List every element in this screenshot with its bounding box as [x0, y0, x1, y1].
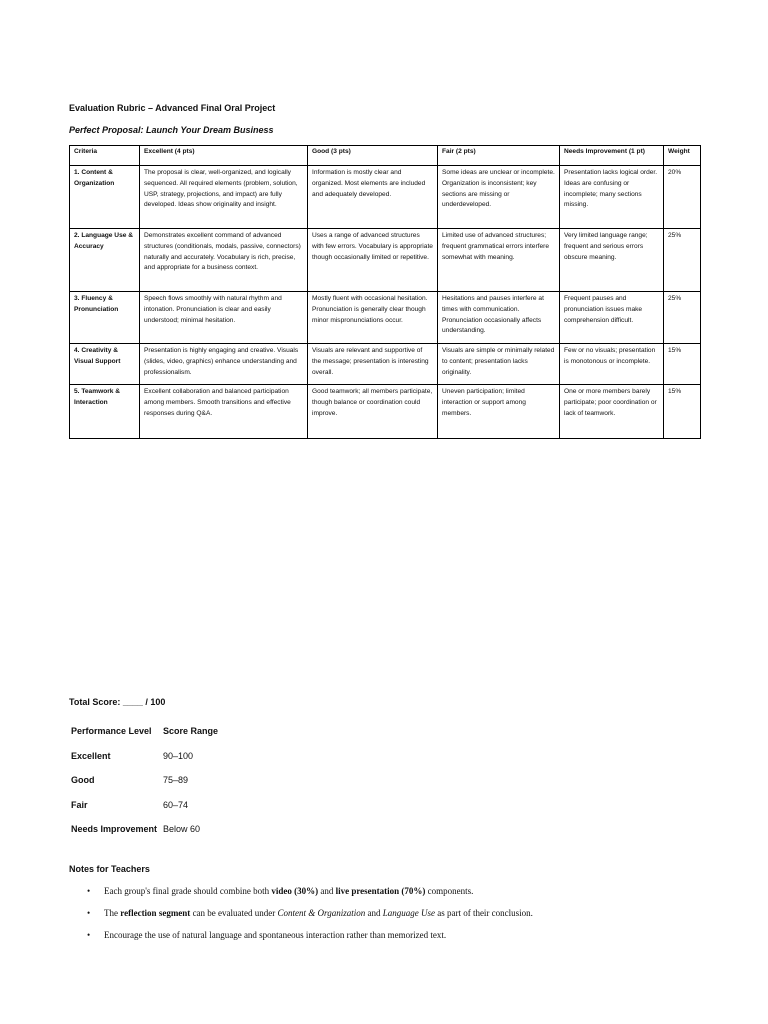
bullet-icon: •	[87, 930, 91, 940]
good-cell: Information is mostly clear and organized. Most elements are included and adequately developed.	[308, 166, 438, 229]
excellent-cell: Excellent collaboration and balanced participation among members. Smooth transitions and effective responses during Q&A.	[140, 385, 308, 439]
performance-row-needs-improvement	[69, 817, 220, 842]
criteria-cell: 3. Fluency & Pronunciation	[70, 292, 140, 344]
criteria-cell: 2. Language Use & Accuracy	[70, 229, 140, 292]
good-cell: Visuals are relevant and supportive of the message; presentation is interesting overall.	[308, 344, 438, 385]
needs-improvement-cell: Presentation lacks logical order. Ideas are confusing or incomplete; many sections missing.	[560, 166, 664, 229]
rubric-row-content-organization	[70, 166, 701, 229]
good-cell: Good teamwork; all members participate, though balance or coordination could improve.	[308, 385, 438, 439]
performance-level: Fair	[71, 799, 88, 810]
note-text: and	[365, 908, 383, 918]
header-needs-improvement: Needs Improvement (1 pt)	[560, 146, 664, 166]
performance-level-table	[69, 719, 220, 842]
criteria-cell: 1. Content & Organization	[70, 166, 140, 229]
header-fair: Fair (2 pts)	[438, 146, 560, 166]
header-weight: Weight	[664, 146, 701, 166]
rubric-header-row	[70, 146, 701, 166]
fair-cell: Hesitations and pauses interfere at times with communication. Pronunciation occasionally affects understanding.	[438, 292, 560, 344]
performance-level: Good	[71, 775, 95, 786]
note-emphasis: reflection segment	[120, 908, 191, 918]
teacher-notes-list	[87, 880, 707, 946]
needs-improvement-cell: Frequent pauses and pronunciation issues make comprehension difficult.	[560, 292, 664, 344]
note-emphasis: live presentation (70%)	[335, 886, 426, 896]
note-text: Encourage the use of natural language and spontaneous interaction rather than memorized text.	[104, 930, 447, 940]
note-item	[87, 880, 707, 902]
weight-cell: 25%	[664, 229, 701, 292]
note-item	[87, 924, 707, 946]
document-title: Evaluation Rubric – Advanced Final Oral Project	[69, 103, 276, 113]
weight-cell: 15%	[664, 385, 701, 439]
excellent-cell: Presentation is highly engaging and creative. Visuals (slides, video, graphics) enhance understanding and professionalism.	[140, 344, 308, 385]
note-text: components.	[425, 886, 474, 896]
note-item	[87, 902, 707, 924]
weight-cell: 15%	[664, 344, 701, 385]
good-cell: Uses a range of advanced structures with few errors. Vocabulary is appropriate though occasionally limited or repetitive.	[308, 229, 438, 292]
score-range: Below 60	[163, 824, 201, 835]
total-score-line: Total Score: ____ / 100	[69, 697, 166, 707]
rubric-row-fluency-pronunciation	[70, 292, 701, 344]
note-italic: Content & Organization	[277, 908, 366, 918]
note-text: can be evaluated under	[190, 908, 278, 918]
needs-improvement-cell: Very limited language range; frequent and serious errors obscure meaning.	[560, 229, 664, 292]
header-performance-level: Performance Level	[71, 726, 152, 737]
fair-cell: Some ideas are unclear or incomplete. Organization is inconsistent; key sections are missing or underdeveloped.	[438, 166, 560, 229]
note-italic: Language Use	[382, 908, 435, 918]
excellent-cell: Demonstrates excellent command of advanced structures (conditionals, modals, passive, connectors) naturally and accurately. Vocabulary is rich, precise, and appropriate for a business context.	[140, 229, 308, 292]
weight-cell: 25%	[664, 292, 701, 344]
header-good: Good (3 pts)	[308, 146, 438, 166]
performance-level: Excellent	[71, 750, 111, 761]
header-score-range: Score Range	[163, 726, 219, 737]
good-cell: Mostly fluent with occasional hesitation. Pronunciation is generally clear though minor mispronunciations occur.	[308, 292, 438, 344]
bullet-icon: •	[87, 886, 91, 896]
performance-header-row	[69, 719, 220, 744]
performance-level: Needs Improvement	[71, 824, 158, 835]
note-text: Each group's final grade should combine both	[104, 886, 272, 896]
fair-cell: Limited use of advanced structures; frequent grammatical errors interfere somewhat with meaning.	[438, 229, 560, 292]
needs-improvement-cell: One or more members barely participate; poor coordination or lack of teamwork.	[560, 385, 664, 439]
weight-cell: 20%	[664, 166, 701, 229]
needs-improvement-cell: Few or no visuals; presentation is monotonous or incomplete.	[560, 344, 664, 385]
rubric-row-language-use	[70, 229, 701, 292]
rubric-row-teamwork-interaction	[70, 385, 701, 439]
note-text: and	[318, 886, 336, 896]
header-criteria: Criteria	[70, 146, 140, 166]
excellent-cell: The proposal is clear, well-organized, and logically sequenced. All required elements (problem, solution, USP, strategy, projections, and impact) are fully developed. Ideas show originality and insight.	[140, 166, 308, 229]
excellent-cell: Speech flows smoothly with natural rhythm and intonation. Pronunciation is clear and easily understood; minimal hesitation.	[140, 292, 308, 344]
header-excellent: Excellent (4 pts)	[140, 146, 308, 166]
performance-row-excellent	[69, 744, 220, 769]
rubric-table	[69, 145, 701, 439]
rubric-row-creativity-visual	[70, 344, 701, 385]
fair-cell: Visuals are simple or minimally related to content; presentation lacks originality.	[438, 344, 560, 385]
notes-for-teachers-title: Notes for Teachers	[69, 864, 150, 874]
performance-row-good	[69, 768, 220, 793]
note-text: as part of their conclusion.	[434, 908, 533, 918]
note-emphasis: video (30%)	[271, 886, 319, 896]
score-range: 90–100	[163, 750, 194, 761]
note-text: The	[104, 908, 121, 918]
criteria-cell: 5. Teamwork & Interaction	[70, 385, 140, 439]
criteria-cell: 4. Creativity & Visual Support	[70, 344, 140, 385]
score-range: 60–74	[163, 799, 189, 810]
bullet-icon: •	[87, 908, 91, 918]
fair-cell: Uneven participation; limited interaction or support among members.	[438, 385, 560, 439]
document-subtitle: Perfect Proposal: Launch Your Dream Business	[69, 125, 274, 135]
score-range: 75–89	[163, 775, 189, 786]
performance-row-fair	[69, 793, 220, 818]
